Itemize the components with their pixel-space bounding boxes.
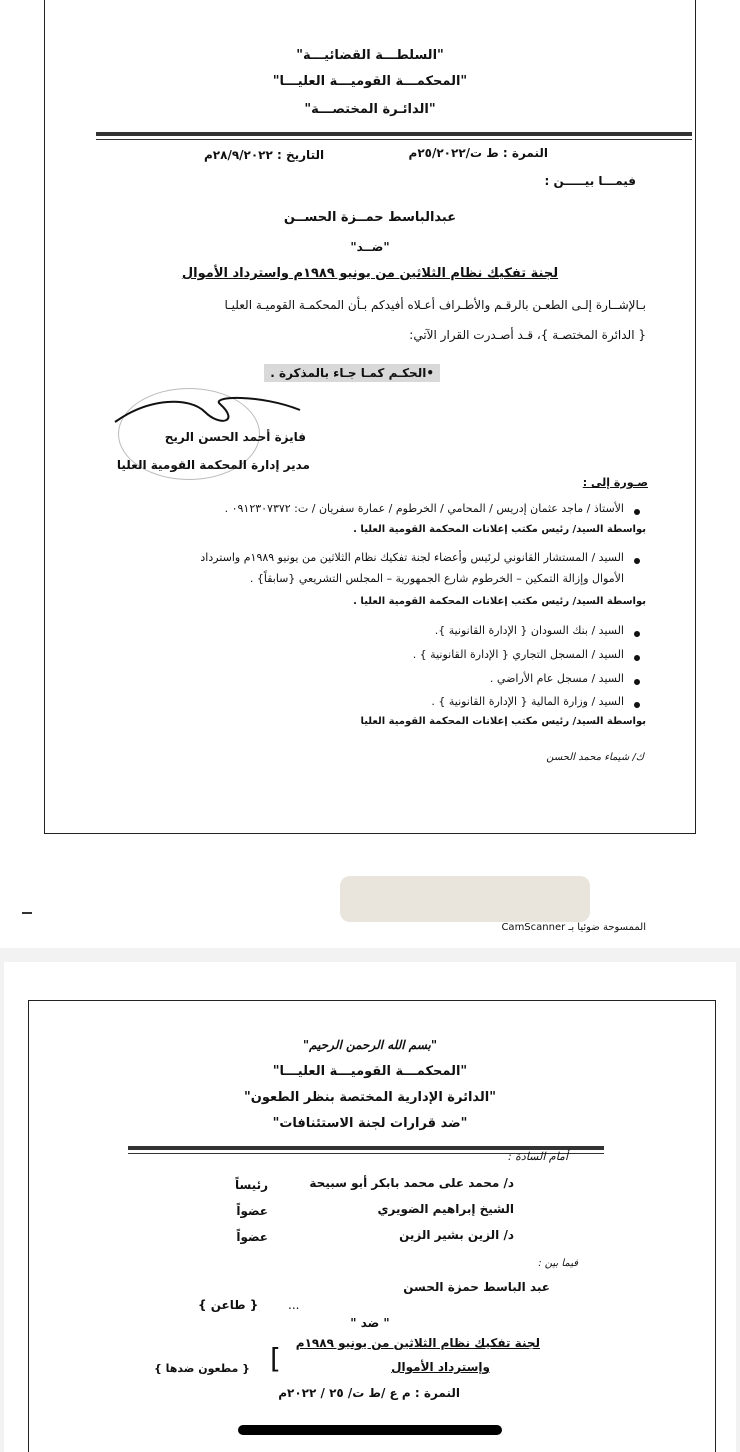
respondent-role: { مطعون ضدها } (154, 1362, 250, 1375)
recipient-6: السيد / وزارة المالية { الإدارة القانونية } . (431, 695, 624, 708)
respondent-line-1: لجنة تفكيك نظام الثلاثين من يونيو ١٩٨٩م (295, 1336, 540, 1350)
reference-line-1: بـالإشــارة إلـى الطعـن بالرقـم والأطـراف أعـلاه أفيدكم بـأن المحكمـة القوميـة العليـا (224, 298, 646, 312)
page-edge (22, 912, 32, 914)
against-label: "ضــد" (350, 240, 390, 254)
between-label: فيمـــا بيـــــن : (544, 174, 636, 188)
against-label: " ضد " (350, 1316, 390, 1330)
signer-name: فايزة أحمد الحسن الريح (164, 430, 306, 444)
party-respondent: لجنة تفكيك نظام الثلاثين من يونيو ١٩٨٩م واسترداد الأموال (181, 266, 559, 281)
recipient-5: السيد / مسجل عام الأراضي . (489, 672, 624, 685)
judge-1-role: رئيساً (234, 1178, 268, 1192)
recipient-1: الأستاذ / ماجد عثمان إدريس / المحامي / الخرطوم / عمارة سفريان / ت: ٠٩١٢٣٠٧٣٧٢ . (224, 502, 624, 515)
recipient-via-3: بواسطة السيد/ رئيس مكتب إعلانات المحكمة القومية العليا (360, 716, 646, 727)
recipient-via-2: بواسطة السيد/ رئيس مكتب إعلانات المحكمة القومية العليا . (353, 596, 646, 607)
bullet (634, 679, 640, 685)
header-line-3: "الدائرة الإدارية المختصة بنظر الطعون" (243, 1090, 497, 1105)
scanner-thumbnail (340, 876, 590, 922)
header-line-3: "الدائـرة المختصـــة" (304, 102, 436, 117)
judge-2-role: عضواً (236, 1204, 268, 1218)
bullet (634, 702, 640, 708)
recipient-3: السيد / بنك السودان { الإدارة القانونية }. (434, 624, 624, 637)
bullet (634, 655, 640, 661)
bullet (634, 631, 640, 637)
signer-title: مدير إدارة المحكمة القومية العليا (116, 458, 310, 472)
decision-text (264, 366, 440, 380)
header-line-4: "ضد قرارات لجنة الاستئنافات" (272, 1116, 468, 1131)
dots: ... (288, 1298, 300, 1312)
bullet (634, 509, 640, 515)
recipient-2-line-2: الأموال وإزالة التمكين – الخرطوم شارع الجمهورية – المجلس التشريعي {سابقاً} . (249, 572, 624, 585)
recipient-2-line-1: السيد / المستشار القانوني لرئيس وأعضاء لجنة تفكيك نظام الثلاثين من يونيو ١٩٨٩م واسترداد (200, 551, 624, 564)
header-line-1: "بسم الله الرحمن الرحيم" (302, 1038, 438, 1052)
recipient-4: السيد / المسجل التجاري { الإدارة القانونية } . (412, 648, 624, 661)
judge-2-name: الشيخ إبراهيم الضويري (377, 1202, 514, 1216)
header-line-1: "السلطـــة القضائيـــة" (296, 48, 444, 63)
party-appellant: عبدالباسط حمــزة الحســن (283, 210, 457, 225)
respondent-line-2: وإسترداد الأموال (391, 1360, 490, 1374)
appellant-role: { طاعن } (198, 1298, 259, 1312)
header-divider-thin (96, 139, 692, 140)
bench-label: أمام السادة : (507, 1150, 568, 1163)
judge-3-name: د/ الزين بشير الزين (399, 1228, 514, 1242)
between-label: فيما بين : (538, 1258, 578, 1269)
copy-to-label: صـورة إلى : (582, 476, 648, 489)
reference-line-2: { الدائرة المختصـة }، قـد أصـدرت القرار الآتي: (409, 328, 646, 342)
case-number: النمرة : م ع /ط ت/ ٢٥ / ٢٠٢٢م (278, 1386, 460, 1400)
decision-highlight: •الحكـم كمـا جـاء بالمذكرة . (264, 364, 440, 382)
judge-3-role: عضواً (236, 1230, 268, 1244)
header-line-2: "المحكمـــة القوميـــة العليـــا" (272, 74, 468, 89)
document-number: النمرة : ط ت/٢٥/٢٠٢٢م (408, 146, 548, 160)
document-page-2 (4, 962, 736, 1452)
brace-bracket: [ (270, 1342, 281, 1375)
home-indicator[interactable] (238, 1425, 502, 1435)
appellant-name: عبد الباسط حمزة الحسن (403, 1280, 550, 1294)
header-divider (96, 132, 692, 136)
judge-1-name: د/ محمد على محمد بابكر أبو سبيحة (309, 1176, 514, 1190)
typist-initials: ك/ شيماء محمد الحسن (546, 752, 644, 763)
signature-icon (110, 392, 310, 432)
document-date: التاريخ : ٢٨/٩/٢٠٢٢م (204, 148, 325, 162)
header-line-2: "المحكمـــة القوميـــة العليـــا" (272, 1064, 468, 1079)
scanner-label: الممسوحة ضوئيا بـ CamScanner (501, 922, 646, 933)
bullet (634, 558, 640, 564)
recipient-via-1: بواسطة السيد/ رئيس مكتب إعلانات المحكمة القومية العليا . (353, 524, 646, 535)
